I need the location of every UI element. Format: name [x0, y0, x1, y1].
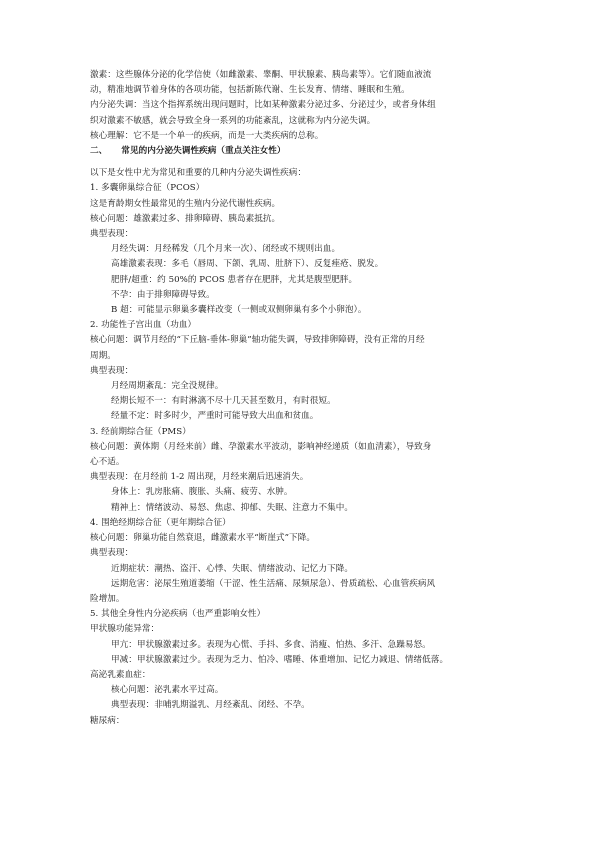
text-line: 核心问题：卵巢功能自然衰退，雌激素水平“断崖式”下降。: [90, 533, 315, 544]
text-line: 核心理解：它不是一个单一的疾病，而是一大类疾病的总称。: [90, 130, 324, 141]
text-line: 不孕：由于排卵障碍导致。: [111, 289, 215, 300]
text-line: B 超：可能显示卵巢多囊样改变（一侧或双侧卵巢有多个小卵泡）。: [111, 305, 367, 316]
section-heading: [90, 144, 510, 159]
text-line: 1. 多囊卵巢综合征（PCOS）: [90, 183, 205, 194]
text-line: 3. 经前期综合征（PMS）: [90, 426, 191, 437]
section-number: 二、: [90, 146, 108, 157]
text-line: 2. 功能性子宫出血（功血）: [90, 320, 197, 331]
text-line: 激素：这些腺体分泌的化学信使（如雌激素、睾酮、甲状腺素、胰岛素等）。它们随血液流: [90, 70, 432, 80]
text-line: 典型表现：非哺乳期溢乳、月经紊乱、闭经、不孕。: [111, 700, 310, 711]
text-line: 动，精准地调节着身体的各项功能，包括新陈代谢、生长发育、情绪、睡眠和生殖。: [90, 85, 410, 96]
text-line: 核心问题：黄体期（月经来前）雌、孕激素水平波动，影响神经递质（如血清素），导致身: [90, 441, 432, 452]
text-line: 典型表现：在月经前 1-2 周出现，月经来潮后迅速消失。: [90, 472, 309, 483]
text-line: 5. 其他全身性内分泌疾病（也严重影响女性）: [90, 609, 266, 620]
text-line: 核心问题：雄激素过多、排卵障碍、胰岛素抵抗。: [90, 213, 281, 224]
text-line: 典型表现：: [90, 365, 134, 376]
text-line: 身体上：乳房胀痛、腹胀、头痛、疲劳、水肿。: [111, 487, 293, 498]
text-line: 典型表现：: [90, 229, 134, 240]
text-line: 织对激素不敏感，就会导致全身一系列的功能紊乱，这就称为内分泌失调。: [90, 115, 376, 126]
text-line: 险增加。: [90, 593, 125, 604]
text-line: 精神上：情绪波动、易怒、焦虑、抑郁、失眠、注意力不集中。: [111, 502, 354, 513]
section-title: 常见的内分泌失调性疾病（重点关注女性）: [121, 146, 286, 157]
text-line: 经量不定：时多时少，严重时可能导致大出血和贫血。: [111, 411, 319, 422]
text-line: 远期危害：泌尿生殖道萎缩（干涩、性生活痛、尿频尿急）、骨质疏松、心血管疾病风: [111, 578, 436, 589]
document-page: [90, 68, 510, 729]
text-line: 高泌乳素血症：: [90, 669, 151, 680]
text-line: 甲状腺功能异常：: [90, 624, 160, 635]
text-line: 肥胖/超重：约 50%的 PCOS 患者存在肥胖，尤其是腹型肥胖。: [111, 274, 358, 285]
text-line: 月经失调：月经稀发（几个月来一次）、闭经或不规则出血。: [111, 244, 341, 255]
text-line: 甲减：甲状腺激素过少。表现为乏力、怕冷、嗜睡、体重增加、记忆力减退、情绪低落。: [111, 654, 449, 665]
text-line: 周期。: [90, 350, 116, 361]
text-line: 近期症状：潮热、盗汗、心悸、失眠、情绪波动、记忆力下降。: [111, 563, 354, 574]
text-line: 典型表现：: [90, 548, 134, 559]
text-line: 这是育龄期女性最常见的生殖内分泌代谢性疾病。: [90, 198, 281, 209]
text-line: 月经周期紊乱：完全没规律。: [111, 381, 224, 392]
text-line: 以下是女性中尤为常见和重要的几种内分泌失调性疾病：: [90, 168, 307, 179]
spacer: [90, 159, 510, 166]
text-line: 糖尿病：: [90, 715, 125, 726]
text-line: 心不适。: [90, 457, 125, 468]
text-line: 核心问题：调节月经的“下丘脑-垂体-卵巢”轴功能失调，导致排卵障碍，没有正常的月经: [90, 335, 425, 346]
text-line: 核心问题：泌乳素水平过高。: [111, 685, 224, 696]
text-line: 甲亢：甲状腺激素过多。表现为心慌、手抖、多食、消瘦、怕热、多汗、急躁易怒。: [111, 639, 431, 650]
text-line: 4. 围绝经期综合征（更年期综合征）: [90, 517, 231, 528]
text-line: 高雄激素表现：多毛（唇周、下颌、乳周、肚脐下）、反复痤疮、脱发。: [111, 259, 384, 270]
text-line: 内分泌失调：当这个指挥系统出现问题时，比如某种激素分泌过多、分泌过少，或者身体组: [90, 100, 436, 111]
text-line: 经期长短不一：有时淋漓不尽十几天甚至数月，有时很短。: [111, 396, 336, 407]
